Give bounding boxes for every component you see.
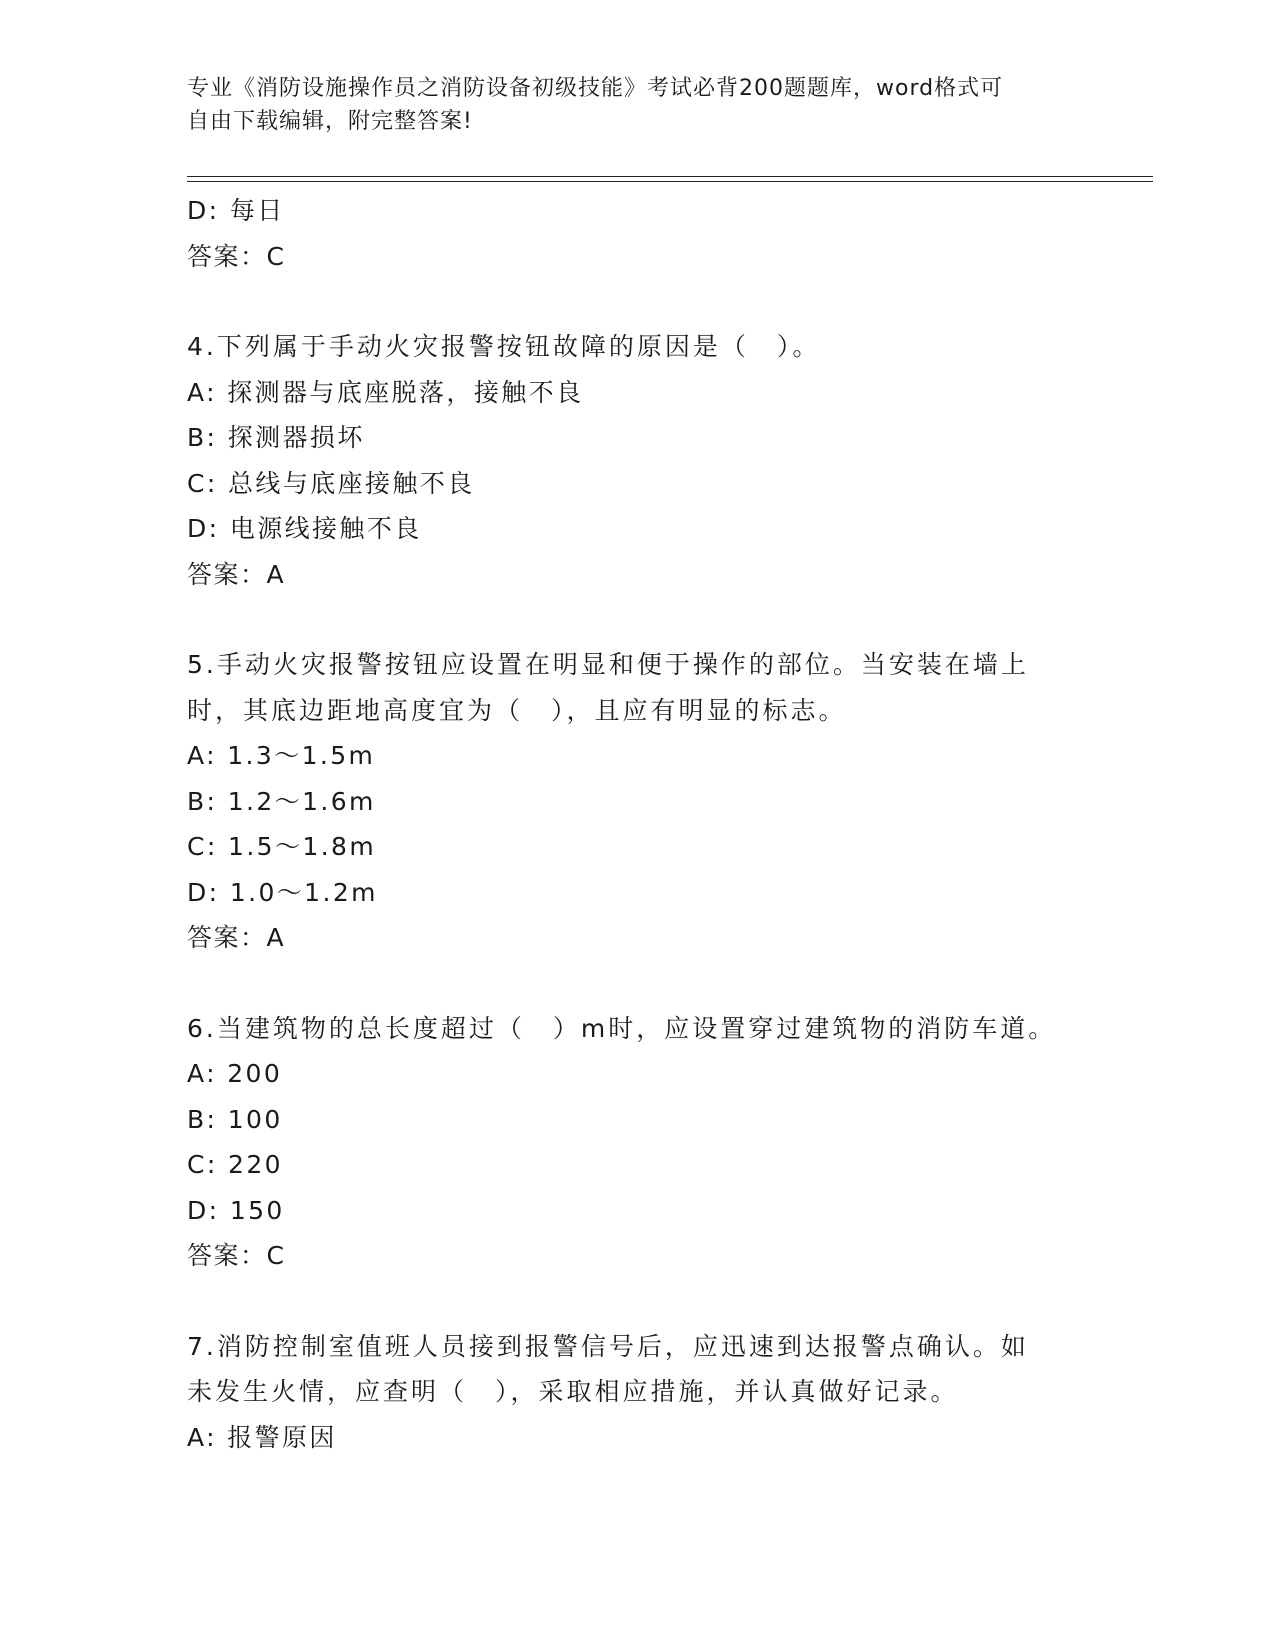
question-6 [187, 1006, 1087, 1279]
question-stem-line-1: 7.消防控制室值班人员接到报警信号后，应迅速到达报警点确认。如 [187, 1331, 1029, 1361]
option-a: A: 探测器与底座脱落，接触不良 [187, 377, 584, 407]
option-c: C: 1.5～1.8m [187, 832, 377, 861]
question-stem-line-2: 未发生火情，应查明（ ），采取相应措施，并认真做好记录。 [187, 1377, 959, 1406]
question-list [187, 188, 1087, 1460]
question-stem: 4.下列属于手动火灾报警按钮故障的原因是（ ）。 [187, 332, 821, 361]
header-title-line-2: 自由下载编辑，附完整答案! [187, 109, 473, 134]
question-3-continued [187, 188, 1087, 279]
option-a: A: 200 [187, 1059, 283, 1088]
option-d: D: 1.0～1.2m [187, 877, 378, 907]
document-header [187, 72, 1067, 138]
answer-line: 答案：A [187, 559, 286, 589]
option-b: B: 1.2～1.6m [187, 786, 376, 816]
question-4 [187, 324, 1087, 597]
header-divider-top [187, 176, 1153, 177]
question-stem-line-1: 5.手动火灾报警按钮应设置在明显和便于操作的部位。当安装在墙上 [187, 650, 1029, 679]
option-a: A: 1.3～1.5m [187, 741, 376, 770]
header-divider-bottom [187, 181, 1153, 182]
option-d: D: 每日 [187, 196, 285, 225]
question-stem: 6.当建筑物的总长度超过（ ）m时，应设置穿过建筑物的消防车道。 [187, 1013, 1057, 1043]
header-title-line-1: 专业《消防设施操作员之消防设备初级技能》考试必背200题题库，word格式可 [187, 76, 1004, 101]
question-stem-line-2: 时，其底边距地高度宜为（ ），且应有明显的标志。 [187, 695, 847, 725]
answer-line: 答案：C [187, 241, 286, 271]
option-b: B: 100 [187, 1104, 283, 1134]
answer-line: 答案：A [187, 923, 286, 952]
option-d: D: 电源线接触不良 [187, 514, 422, 543]
answer-line: 答案：C [187, 1241, 286, 1270]
option-b: B: 探测器损坏 [187, 423, 365, 452]
question-5 [187, 642, 1087, 961]
option-a: A: 报警原因 [187, 1422, 337, 1452]
option-d: D: 150 [187, 1195, 285, 1225]
option-c: C: 总线与底座接触不良 [187, 468, 475, 498]
option-c: C: 220 [187, 1150, 283, 1179]
question-7 [187, 1324, 1087, 1461]
